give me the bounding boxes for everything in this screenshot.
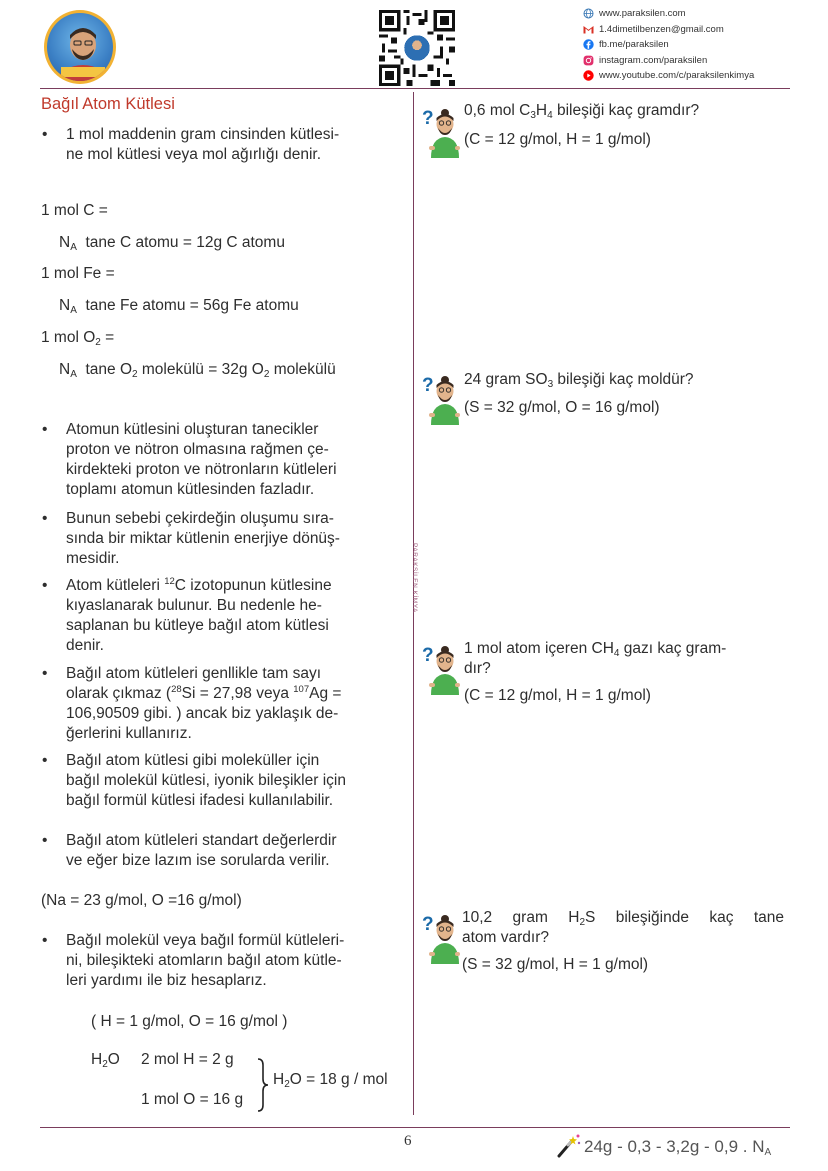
question-mark-icon: ? bbox=[422, 914, 434, 935]
student-icon bbox=[428, 373, 460, 425]
contact-youtube[interactable] bbox=[583, 68, 823, 84]
mol-c-equation: $N_A$ tane C atomu = 12g C atomu bbox=[59, 234, 285, 253]
question-mark-icon: ? bbox=[422, 375, 434, 396]
h2o-oxygen-mass: 1 mol O = 16 g bbox=[141, 1091, 244, 1108]
contact-email[interactable] bbox=[583, 22, 823, 38]
contact-instagram[interactable] bbox=[583, 53, 823, 69]
contact-text: www.youtube.com/c/paraksilenkimya bbox=[599, 70, 755, 82]
facebook-icon bbox=[583, 39, 594, 50]
contact-text: www.paraksilen.com bbox=[599, 8, 686, 20]
na-o-values: (Na = 23 g/mol, O =16 g/mol) bbox=[41, 892, 242, 909]
question-2: 24 gram $SO_3$ bileşiği kaç moldür? (S = 32 g/mol, O = 16 g/mol) bbox=[464, 371, 694, 416]
contact-text: instagram.com/paraksilen bbox=[599, 54, 708, 66]
answer-key: 24g - 0,3 - 3,2g - 0,9 . $N_A$ bbox=[584, 1137, 772, 1158]
question-4: 10,2 gram $H_2S$ bileşiğinde kaç tane atom vardır? (S = 32 g/mol, H = 1 g/mol) bbox=[462, 909, 784, 973]
instagram-icon bbox=[583, 55, 594, 66]
h-o-values: ( H = 1 g/mol, O = 16 g/mol ) bbox=[91, 1013, 288, 1030]
bullet-c12: • Atom kütleleri $^{12}$C izotopunun kütlesine kıyaslanarak bulunur. Bu nedenle he- saplanan bu kütleye bağıl atom kütlesi denir. bbox=[42, 576, 332, 654]
section-title: Bağıl Atom Kütlesi bbox=[41, 95, 175, 113]
student-icon bbox=[428, 643, 460, 695]
bullet-molecular-mass: • Bağıl atom kütlesi gibi moleküller için bağıl molekül kütlesi, iyonik bileşikler için bağıl formül kütlesi ifadesi kullanılabilir. bbox=[42, 752, 346, 809]
contact-website[interactable] bbox=[583, 6, 823, 22]
student-icon bbox=[428, 912, 460, 964]
page-number: 6 bbox=[404, 1133, 412, 1149]
student-icon bbox=[428, 106, 460, 158]
curly-brace bbox=[256, 1057, 270, 1113]
footer-divider bbox=[40, 1127, 790, 1128]
mol-c-heading: 1 mol C = bbox=[41, 202, 108, 219]
h2o-formula: $H_2O$ bbox=[91, 1051, 120, 1070]
globe-icon bbox=[583, 8, 594, 19]
bullet-non-integer: • Bağıl atom kütleleri genllikle tam sayı olarak çıkmaz ($^{28}$Si = 27,98 veya $^{107}$Ag = 106,90509 gibi. ) ancak biz yaklaşık de- ğerlerini kullanırız. bbox=[42, 665, 342, 742]
mol-o2-heading: 1 mol $O_2$ = bbox=[41, 329, 115, 348]
side-watermark: PARAKSİLEN KİMYA bbox=[411, 543, 418, 613]
gmail-icon bbox=[583, 24, 594, 35]
author-avatar bbox=[44, 10, 116, 84]
bullet-standard-values: • Bağıl atom kütleleri standart değerlerdir ve eğer bize lazım ise sorularda verilir. bbox=[42, 832, 337, 869]
question-mark-icon: ? bbox=[422, 645, 434, 666]
contact-text: 1.4dimetilbenzen@gmail.com bbox=[599, 23, 724, 35]
question-3: 1 mol atom içeren $CH_4$ gazı kaç gram- dır? (C = 12 g/mol, H = 1 g/mol) bbox=[464, 640, 727, 704]
mol-fe-heading: 1 mol Fe = bbox=[41, 265, 115, 282]
definition-bullet: • 1 mol maddenin gram cinsinden kütlesi- ne mol kütlesi veya mol ağırlığı denir. bbox=[42, 126, 340, 163]
question-1: 0,6 mol $C_3H_4$ bileşiği kaç gramdır? (C = 12 g/mol, H = 1 g/mol) bbox=[464, 102, 700, 148]
bullet-reason: • Bunun sebebi çekirdeğin oluşumu sıra- sında bir miktar kütlenin enerjiye dönüş- mesidir. bbox=[42, 510, 340, 567]
contact-facebook[interactable] bbox=[583, 37, 823, 53]
bullet-mass-defect: • Atomun kütlesini oluşturan tanecikler proton ve nötron olmasına rağmen çe- kirdekteki proton ve nötronların kütleleri toplamı atomun kütlesinden fazladır. bbox=[42, 421, 337, 498]
bullet-calculation: • Bağıl molekül veya bağıl formül kütleleri- ni, bileşikteki atomların bağıl atom kütle- leri yardımı ile biz hesaplarız. bbox=[42, 932, 345, 989]
qr-code[interactable] bbox=[379, 10, 455, 86]
h2o-hydrogen-mass: 2 mol H = 2 g bbox=[141, 1051, 234, 1068]
youtube-icon bbox=[583, 70, 594, 81]
header-divider bbox=[40, 88, 790, 89]
contact-list bbox=[583, 6, 823, 84]
h2o-result: $H_2O = 18$ g / mol bbox=[273, 1071, 388, 1090]
mol-fe-equation: $N_A$ tane Fe atomu = 56g Fe atomu bbox=[59, 297, 299, 316]
question-mark-icon: ? bbox=[422, 108, 434, 129]
magic-wand-icon bbox=[556, 1133, 582, 1159]
contact-text: fb.me/paraksilen bbox=[599, 39, 669, 51]
mol-o2-equation: $N_A$ tane $O_2$ molekülü = 32g $O_2$ molekülü bbox=[59, 361, 336, 380]
